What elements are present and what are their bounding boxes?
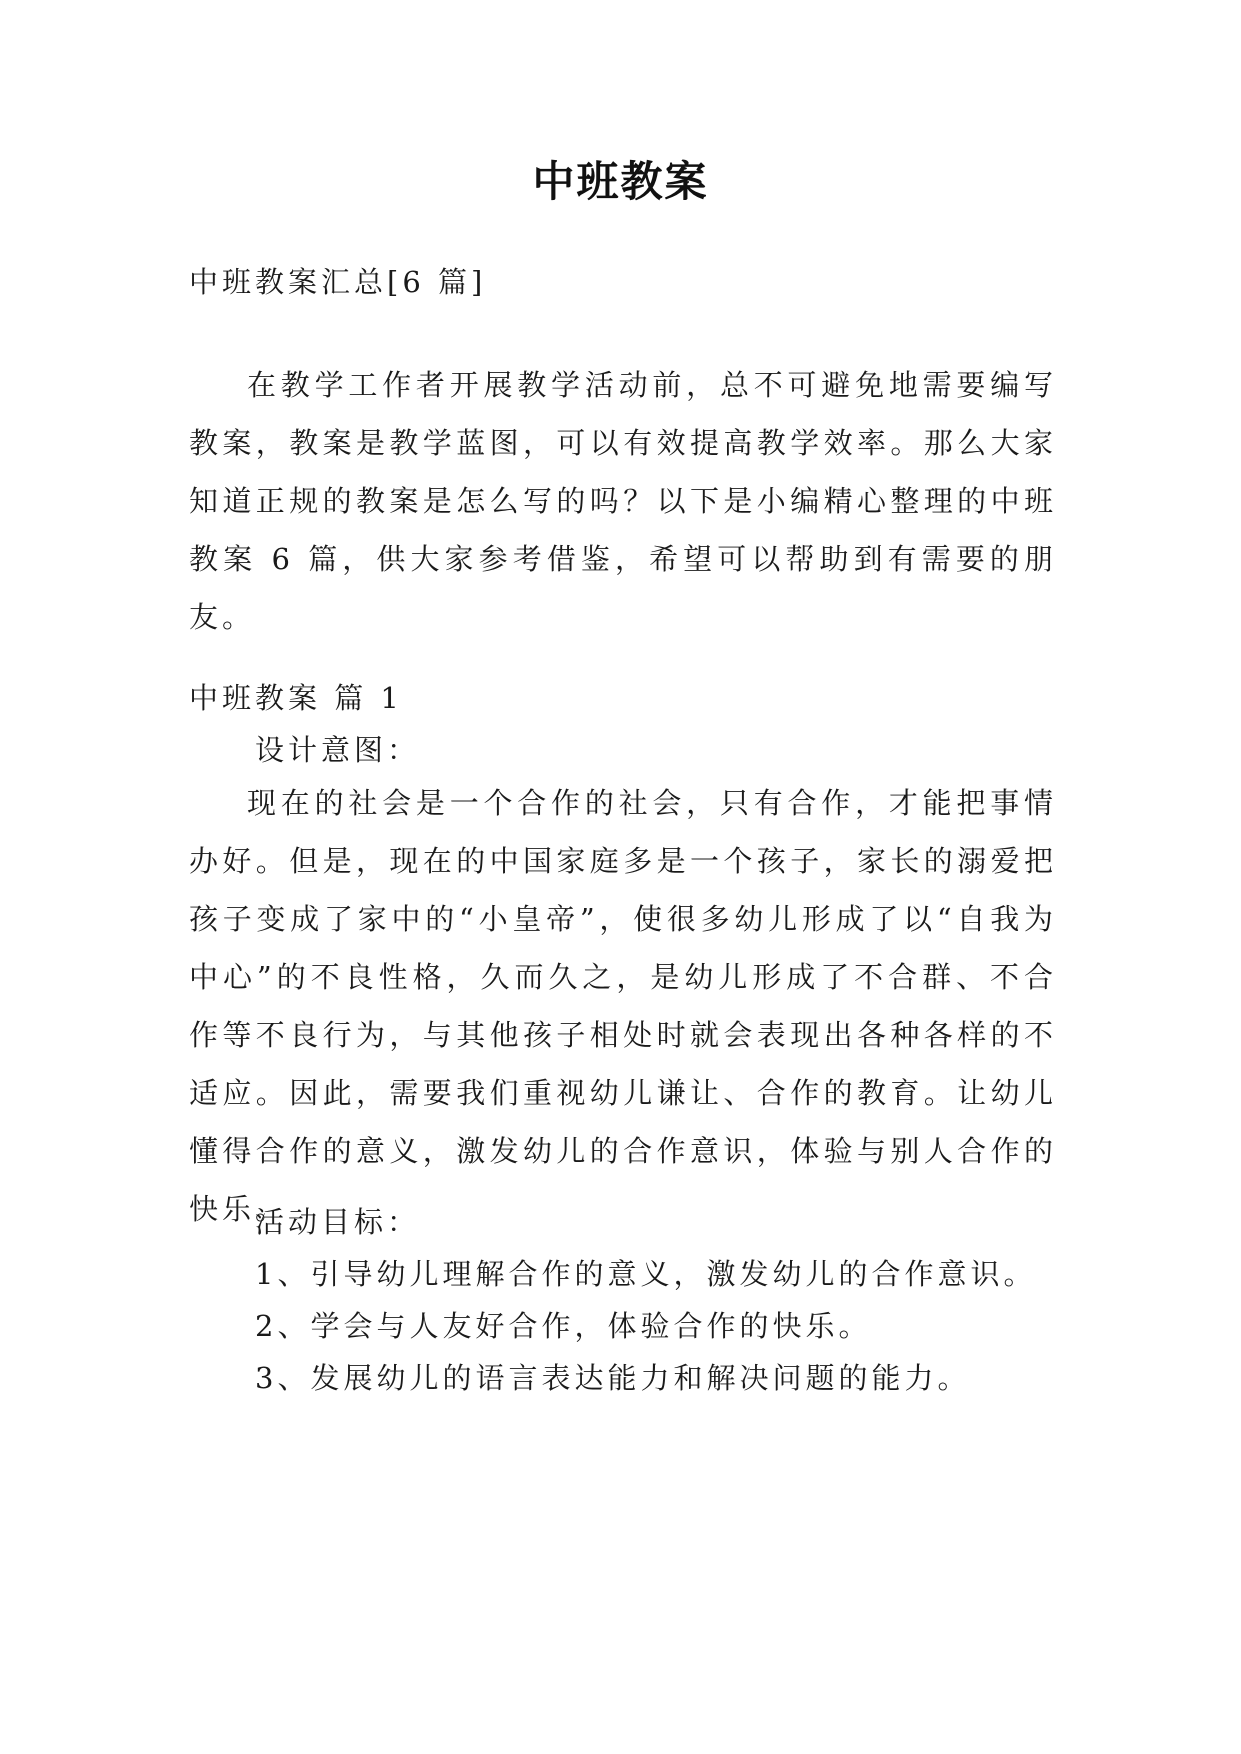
design-intent-label: 设计意图： [255,733,421,767]
design-intent-paragraph: 现在的社会是一个合作的社会，只有合作，才能把事情办好。但是，现在的中国家庭多是一个孩子，家长的溺爱把孩子变成了家中的“小皇帝”，使很多幼儿形成了以“自我为中心”的不良性格，久而久之，是幼儿形成了不合群、不合作等不良行为，与其他孩子相处时就会表现出各种各样的不适应。因此，需要我们重视幼儿谦让、合作的教育。让幼儿懂得合作的意义，激发幼儿的合作意识，体验与别人合作的快乐。 [189,786,1057,1226]
document-subtitle: 中班教案汇总[6 篇] [189,265,487,299]
activity-goals-label: 活动目标： [255,1205,421,1239]
intro-paragraph: 在教学工作者开展教学活动前，总不可避免地需要编写教案，教案是教学蓝图，可以有效提高教学效率。那么大家知道正规的教案是怎么写的吗？以下是小编精心整理的中班教案 6 篇，供大家参考借鉴，希望可以帮助到有需要的朋友。 [189,368,1057,634]
goal-item: 3、发展幼儿的语言表达能力和解决问题的能力。 [255,1361,971,1395]
goal-item: 1、引导幼儿理解合作的意义，激发幼儿的合作意识。 [255,1257,1037,1291]
section-heading: 中班教案 篇 1 [189,681,403,715]
document-title: 中班教案 [532,157,709,206]
goal-item: 2、学会与人友好合作，体验合作的快乐。 [255,1309,872,1343]
